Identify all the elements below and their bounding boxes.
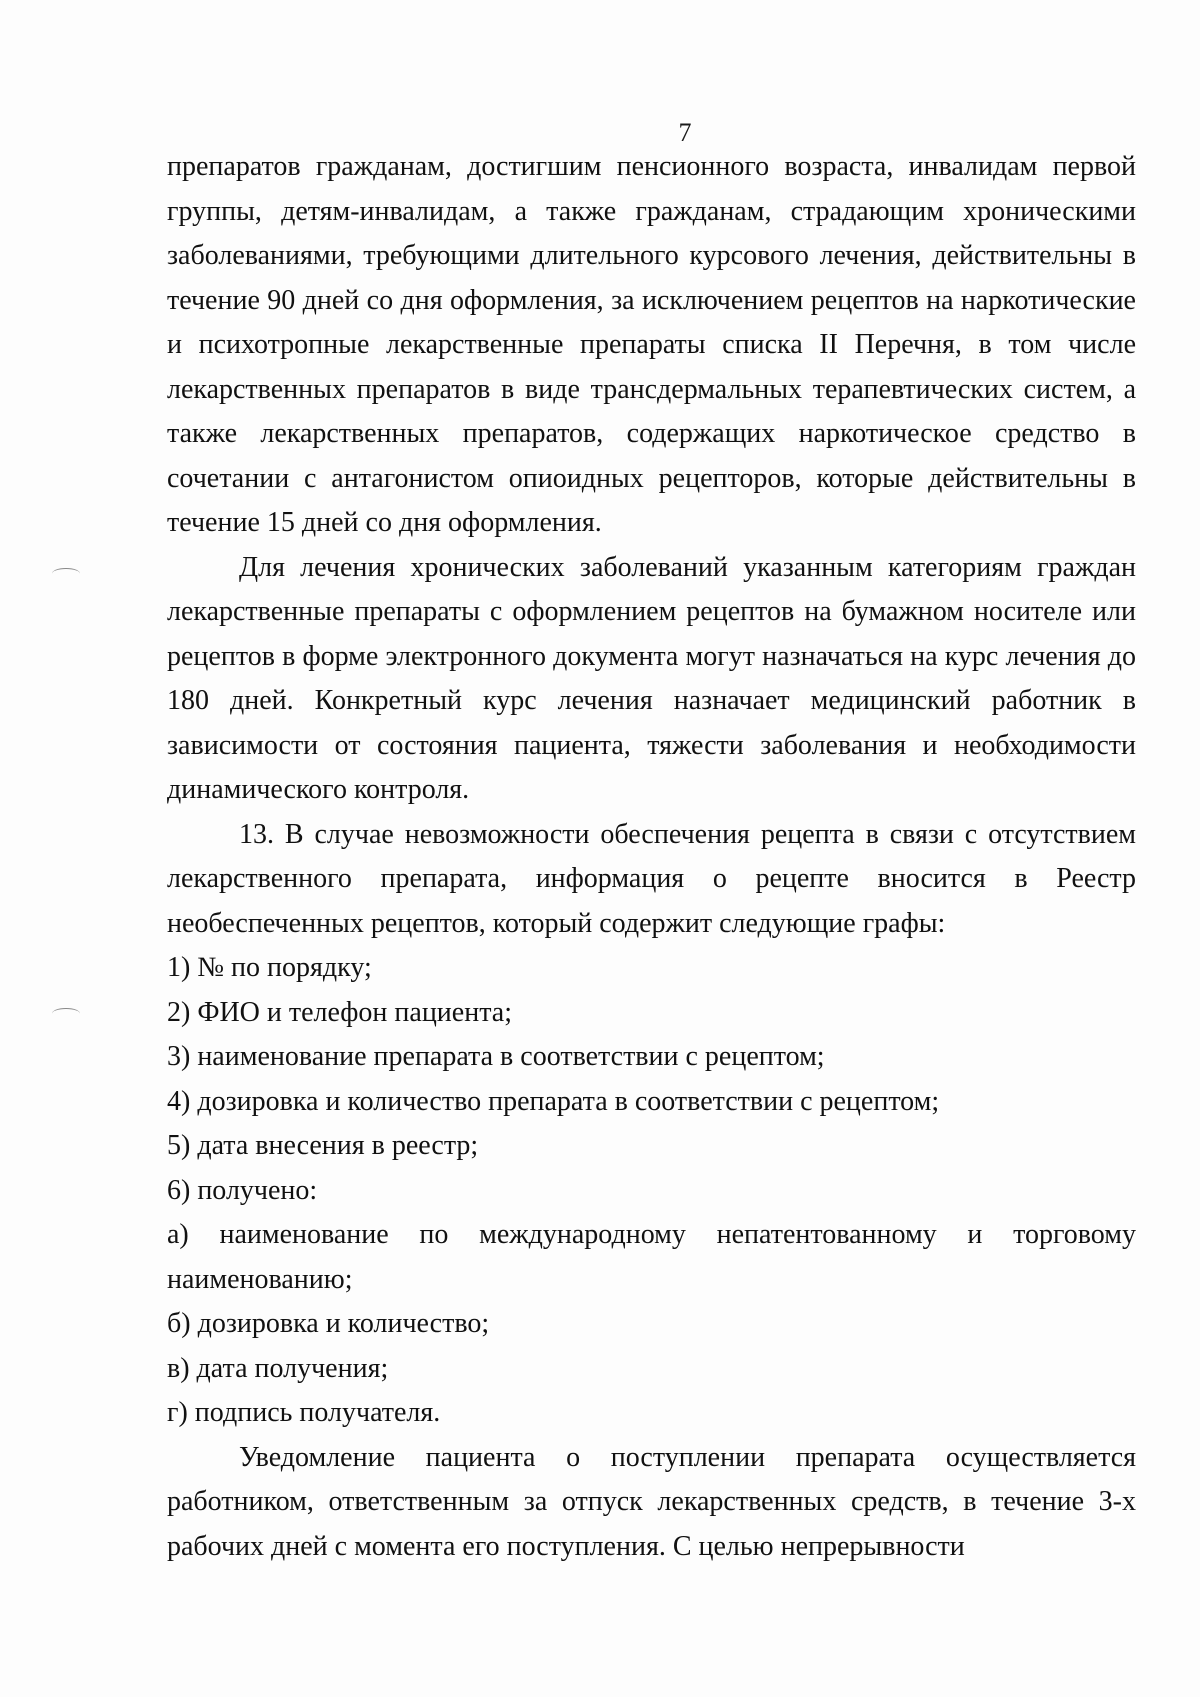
list-item: а) наименование по международному непатентованному и торговому наименованию; bbox=[167, 1219, 1136, 1295]
document-body bbox=[167, 145, 1136, 1569]
list-item: 1) № по порядку; bbox=[167, 952, 372, 983]
scan-mark bbox=[52, 1008, 80, 1019]
list-item: б) дозировка и количество; bbox=[167, 1308, 490, 1339]
list-item: 4) дозировка и количество препарата в соответствии с рецептом; bbox=[167, 1085, 940, 1117]
list-item: в) дата получения; bbox=[167, 1352, 389, 1384]
paragraph: препаратов гражданам, достигшим пенсионного возраста, инвалидам первой группы, детям-инвалидам, а также гражданам, страдающим хроническими заболеваниями, требующими длительного курсового лечения, действительны в течение 90 дней со дня оформления, за исключением рецептов на наркотические и психотропные лекарственные препараты списка II Перечня, в том числе лекарственных препаратов в виде трансдермальных терапевтических систем, а также лекарственных препаратов, содержащих наркотическое средство в сочетании с антагонистом опиоидных рецепторов, которые действительны в течение 15 дней со дня оформления. bbox=[167, 151, 1136, 538]
paragraph: Для лечения хронических заболеваний указанным категориям граждан лекарственные препараты с оформлением рецептов на бумажном носителе или рецептов в форме электронного документа могут назначаться на курс лечения до 180 дней. Конкретный курс лечения назначает медицинский работник в зависимости от состояния пациента, тяжести заболевания и необходимости динамического контроля. bbox=[167, 551, 1136, 805]
paragraph: 13. В случае невозможности обеспечения рецепта в связи с отсутствием лекарственного препарата, информация о рецепте вносится в Реестр необеспеченных рецептов, который содержит следующие графы: bbox=[167, 818, 1136, 939]
list-item: г) подпись получателя. bbox=[167, 1397, 441, 1428]
list-item: 2) ФИО и телефон пациента; bbox=[167, 996, 512, 1028]
page-number: 7 bbox=[678, 118, 692, 147]
scan-mark bbox=[52, 568, 80, 579]
list-item: 5) дата внесения в реестр; bbox=[167, 1130, 479, 1161]
list-item: 6) получено: bbox=[167, 1174, 318, 1206]
paragraph: Уведомление пациента о поступлении препарата осуществляется работником, ответственным за отпуск лекарственных средств, в течение 3-х рабочих дней с момента его поступления. С целью непрерывности bbox=[167, 1441, 1136, 1562]
list-item: 3) наименование препарата в соответствии с рецептом; bbox=[167, 1041, 825, 1072]
